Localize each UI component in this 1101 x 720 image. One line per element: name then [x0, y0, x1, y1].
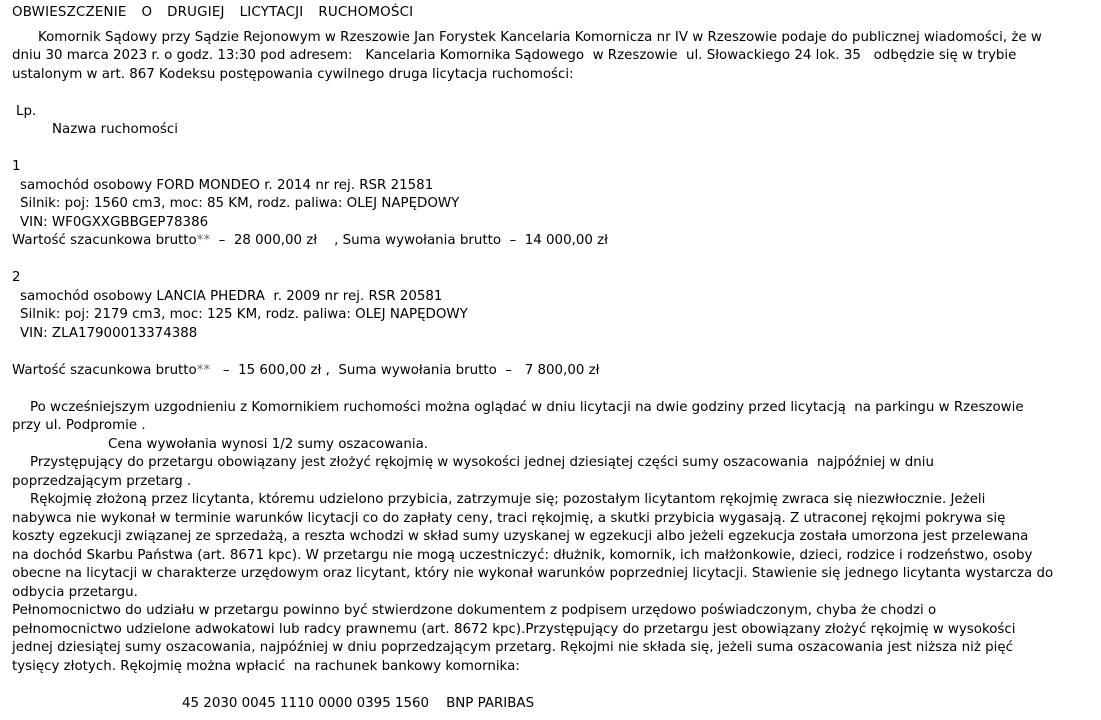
- value-label: Wartość szacunkowa brutto: [12, 233, 197, 248]
- value-amounts: – 28 000,00 zł , Suma wywołania brutto – 14 000,00 zł: [210, 233, 608, 248]
- intro-line-1: Komornik Sądowy przy Sądzie Rejonowym w Rzeszowie Jan Forystek Kancelaria Komornicza nr IV w Rzeszowie podaje do publicznej wiadomości, że w: [38, 29, 1042, 45]
- value-footnote-mark: **: [196, 362, 211, 378]
- rules-line-4: na dochód Skarbu Państwa (art. 8671 kpc). W przetargu nie mogą uczestniczyć: dłużnik, komornik, ich małżonkowie, dzieci, rodzice i rodzeństwo, osoby: [12, 547, 1033, 563]
- deposit-info-line-2: poprzedzającym przetarg .: [12, 473, 192, 489]
- item-value-line: [12, 362, 1072, 381]
- rules-line-6: odbycia przetargu.: [12, 584, 138, 600]
- table-header-name: Nazwa ruchomości: [52, 122, 178, 137]
- list-item: [12, 158, 1072, 251]
- rules-line-2: nabywca nie wykonał w terminie warunków licytacji co do zapłaty ceny, traci rękojmię, a skutki przybicia wygasają. Z utraconej rękojmi pokrywa się: [12, 510, 1006, 526]
- intro-line-2: dniu 30 marca 2023 r. o godz. 13:30 pod adresem: Kancelaria Komornika Sądowego w Rzeszowie ul. Słowackiego 24 lok. 35 odbędzie się w trybie: [12, 48, 1017, 63]
- table-header-lp: Lp.: [16, 103, 37, 119]
- value-label: Wartość szacunkowa brutto: [12, 362, 197, 378]
- rules-line-5: obecne na licytacji w charakterze urzędowym oraz licytant, który nie wykonał warunków poprzedniej licytacji. Stawienie się jednego licytanta wystarcza do: [12, 566, 1054, 581]
- proxy-line-1: Pełnomocnictwo do udziału w przetargu powinno być stwierdzone dokumentem z podpisem urzędowo poświadczonym, chyba że chodzi o: [12, 603, 937, 618]
- proxy-line-3: jednej dziesiątej sumy oszacowania, najpóźniej w dniu poprzedzającym przetarg. Rękojmi nie składa się, jeżeli suma oszacowania jest niższa niż pięć: [12, 640, 1013, 655]
- item-description: samochód osobowy LANCIA PHEDRA r. 2009 nr rej. RSR 20581: [20, 288, 443, 304]
- intro-line-3: ustalonym w art. 867 Kodeksu postępowania cywilnego druga licytacja ruchomości:: [12, 66, 574, 82]
- bank-account-number: 45 2030 0045 1110 0000 0395 1560 BNP PARIBAS: [182, 695, 535, 711]
- viewing-info-line-1: Po wcześniejszym uzgodnieniu z Komornikiem ruchomości można oglądać w dniu licytacji na dwie godziny przed licytacją na parkingu w Rzeszowie: [30, 399, 1024, 415]
- list-item: [12, 269, 1072, 380]
- item-description: samochód osobowy FORD MONDEO r. 2014 nr rej. RSR 21581: [20, 177, 434, 193]
- value-footnote-mark: **: [196, 233, 211, 248]
- viewing-info-line-2: przy ul. Podpromie .: [12, 418, 146, 433]
- value-amounts: – 15 600,00 zł , Suma wywołania brutto – 7 800,00 zł: [210, 362, 600, 378]
- item-engine: Silnik: poj: 1560 cm3, moc: 85 KM, rodz. paliwa: OLEJ NAPĘDOWY: [20, 196, 460, 211]
- item-engine: Silnik: poj: 2179 cm3, moc: 125 KM, rodz. paliwa: OLEJ NAPĘDOWY: [20, 307, 468, 322]
- deposit-info-line-1: Przystępujący do przetargu obowiązany jest złożyć rękojmię w wysokości jednej dziesiątej części sumy oszacowania najpóźniej w dniu: [30, 455, 934, 470]
- notice-title: OBWIESZCZENIE O DRUGIEJ LICYTACJI RUCHOMOŚCI: [12, 5, 414, 20]
- rules-line-1: Rękojmię złożoną przez licytanta, któremu udzielono przybicia, zatrzymuje się; pozostałym licytantom rękojmię zwraca się niezwłocznie. Jeżeli: [30, 492, 986, 507]
- item-vin: VIN: ZLA17900013374388: [20, 325, 198, 341]
- item-vin: VIN: WF0GXXGBBGEP78386: [20, 214, 209, 230]
- starting-price-info: Cena wywołania wynosi 1/2 sumy oszacowania.: [108, 436, 429, 452]
- item-value-line: [12, 232, 1072, 251]
- item-number: 1: [12, 159, 21, 174]
- notice-document: [12, 4, 1072, 713]
- proxy-line-2: pełnomocnictwo udzielone adwokatowi lub radcy prawnemu (art. 8672 kpc).Przystępujący do przetargu jest obowiązany złożyć rękojmię w wysokości: [12, 621, 1016, 637]
- rules-line-3: koszty egzekucji związanej ze sprzedażą, a reszta wchodzi w skład sumy uzyskanej w egzekucji albo jeżeli egzekucja została umorzona jest przelewana: [12, 529, 1029, 544]
- item-number: 2: [12, 270, 21, 285]
- proxy-line-4: tysięcy złotych. Rękojmię można wpłacić na rachunek bankowy komornika:: [12, 658, 520, 674]
